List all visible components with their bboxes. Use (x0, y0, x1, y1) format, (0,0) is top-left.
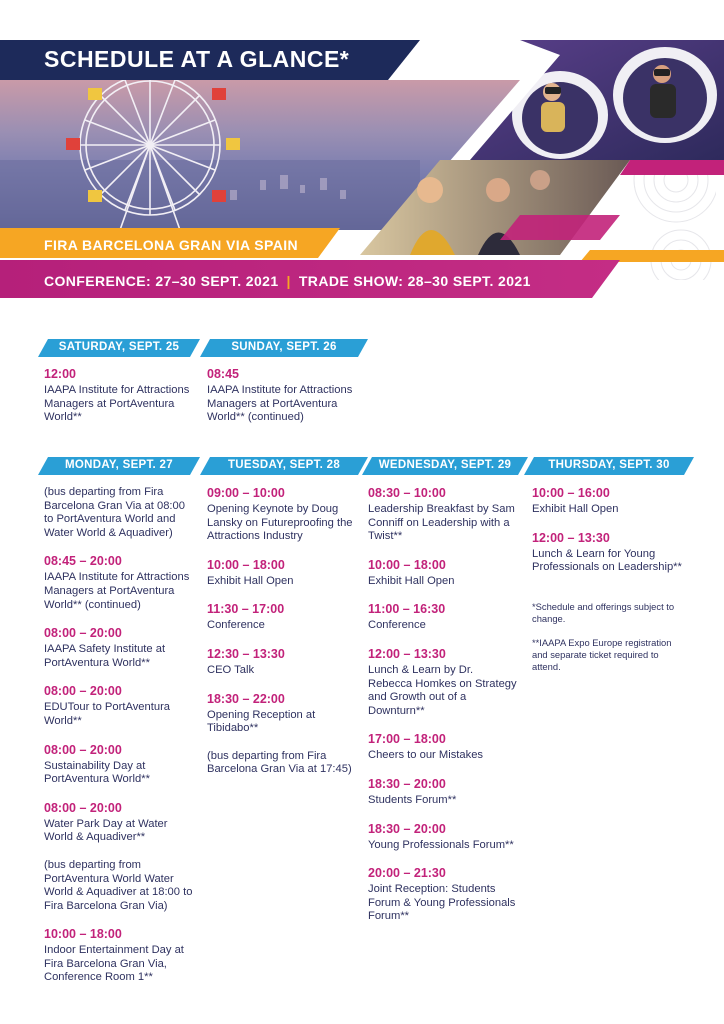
wednesday-column (368, 486, 520, 938)
event-time: 10:00 – 18:00 (207, 557, 285, 572)
event-item (368, 558, 520, 589)
event-time: 08:00 – 20:00 (44, 684, 122, 699)
day-header-saturday: SATURDAY, SEPT. 25 (38, 339, 200, 357)
bus-note: (bus departing from PortAventura World Water World & Aquadiver at 18:00 to Fira Barcelona Gran Via) (44, 858, 193, 912)
day-header-sunday: SUNDAY, SEPT. 26 (200, 339, 368, 357)
event-item (44, 367, 194, 425)
event-time: 10:00 – 18:00 (44, 927, 122, 942)
event-item (207, 692, 355, 736)
event-description: Exhibit Hall Open (207, 574, 294, 587)
event-item (532, 486, 682, 517)
event-item (368, 866, 520, 924)
event-description: Lunch & Learn for Young Professionals on Leadership** (532, 547, 682, 574)
event-item (207, 558, 355, 589)
event-description: Leadership Breakfast by Sam Conniff on Leadership with a Twist** (368, 503, 515, 543)
event-description: IAAPA Institute for Attractions Managers at PortAventura World** (44, 384, 190, 424)
event-description: Young Professionals Forum** (368, 838, 514, 851)
day-header-monday: MONDAY, SEPT. 27 (38, 457, 200, 475)
event-dates (44, 273, 531, 289)
tuesday-column (207, 486, 355, 791)
event-description: Sustainability Day at PortAventura World** (44, 759, 150, 786)
trade-show-dates: TRADE SHOW: 28–30 SEPT. 2021 (298, 273, 531, 289)
event-item (44, 684, 196, 728)
event-item (207, 647, 355, 678)
event-item (44, 626, 196, 670)
event-item (44, 927, 196, 985)
event-time: 08:00 – 20:00 (44, 800, 122, 815)
event-description: IAAPA Institute for Attractions Managers at PortAventura World** (continued) (207, 384, 353, 424)
hero-banner (0, 40, 724, 300)
day-header-thursday: THURSDAY, SEPT. 30 (524, 457, 694, 475)
event-item (532, 531, 682, 575)
event-item (207, 486, 355, 544)
event-time: 12:00 – 13:30 (368, 646, 446, 661)
event-description: Joint Reception: Students Forum & Young Professionals Forum** (368, 883, 516, 923)
event-time: 18:30 – 22:00 (207, 691, 285, 706)
event-description: Students Forum** (368, 793, 457, 806)
event-time: 08:00 – 20:00 (44, 742, 122, 757)
event-item (207, 602, 355, 633)
conference-dates: CONFERENCE: 27–30 SEPT. 2021 (44, 273, 279, 289)
event-item (368, 602, 520, 633)
thursday-column (532, 486, 682, 685)
sunday-column (207, 367, 353, 439)
event-description: Exhibit Hall Open (368, 574, 455, 587)
event-time: 08:45 – 20:00 (44, 554, 122, 569)
event-time: 18:30 – 20:00 (368, 821, 446, 836)
day-header-tuesday: TUESDAY, SEPT. 28 (200, 457, 368, 475)
event-item (44, 554, 196, 612)
event-item (44, 801, 196, 845)
event-item (207, 367, 353, 425)
event-description: Opening Keynote by Doug Lansky on Futureproofing the Attractions Industry (207, 503, 353, 543)
event-description: IAAPA Institute for Attractions Managers at PortAventura World** (continued) (44, 571, 190, 611)
event-item (368, 822, 520, 853)
footnote-ticket: **IAAPA Expo Europe registration and separate ticket required to attend. (532, 636, 672, 672)
event-time: 12:30 – 13:30 (207, 646, 285, 661)
event-item (368, 777, 520, 808)
footnote-schedule: *Schedule and offerings subject to change. (532, 600, 675, 624)
event-description: Opening Reception at Tibidabo** (207, 708, 316, 735)
event-time: 11:00 – 16:30 (368, 602, 446, 617)
event-description: Indoor Entertainment Day at Fira Barcelona Gran Via, Conference Room 1** (44, 944, 184, 984)
event-item (44, 743, 196, 787)
event-time: 20:00 – 21:30 (368, 866, 446, 881)
bus-note: (bus departing from Fira Barcelona Gran Via at 17:45) (207, 749, 352, 776)
event-time: 17:00 – 18:00 (368, 732, 446, 747)
venue-label: FIRA BARCELONA GRAN VIA SPAIN (44, 237, 299, 253)
event-time: 09:00 – 10:00 (207, 486, 285, 500)
page-title: SCHEDULE AT A GLANCE* (44, 46, 350, 72)
event-description: Lunch & Learn by Dr. Rebecca Homkes on Strategy and Growth out of a Downturn** (368, 663, 517, 717)
event-time: 08:30 – 10:00 (368, 486, 446, 500)
event-description: EDUTour to PortAventura World** (44, 701, 171, 727)
event-item (368, 732, 520, 763)
event-description: Cheers to our Mistakes (368, 749, 484, 762)
bus-note: (bus departing from Fira Barcelona Gran Via at 08:00 to PortAventura World and Water World & Aquadiver) (44, 486, 185, 539)
event-time: 10:00 – 16:00 (532, 486, 610, 500)
event-time: 10:00 – 18:00 (368, 557, 446, 572)
event-time: 11:30 – 17:00 (207, 602, 285, 617)
event-description: Exhibit Hall Open (532, 503, 619, 515)
saturday-column (44, 367, 194, 439)
monday-column (44, 486, 196, 999)
event-description: CEO Talk (207, 663, 255, 676)
event-time: 08:45 (207, 367, 239, 381)
event-description: Conference (368, 619, 426, 632)
event-description: Conference (207, 619, 265, 632)
event-item (368, 647, 520, 718)
event-item (368, 486, 520, 544)
event-time: 12:00 (44, 367, 76, 381)
event-time: 08:00 – 20:00 (44, 626, 122, 641)
event-time: 12:00 – 13:30 (532, 530, 610, 545)
day-header-wednesday: WEDNESDAY, SEPT. 29 (362, 457, 528, 475)
event-description: IAAPA Safety Institute at PortAventura World** (44, 643, 166, 669)
event-time: 18:30 – 20:00 (368, 776, 446, 791)
dates-separator: | (286, 273, 291, 289)
event-description: Water Park Day at Water World & Aquadiver** (44, 817, 168, 844)
